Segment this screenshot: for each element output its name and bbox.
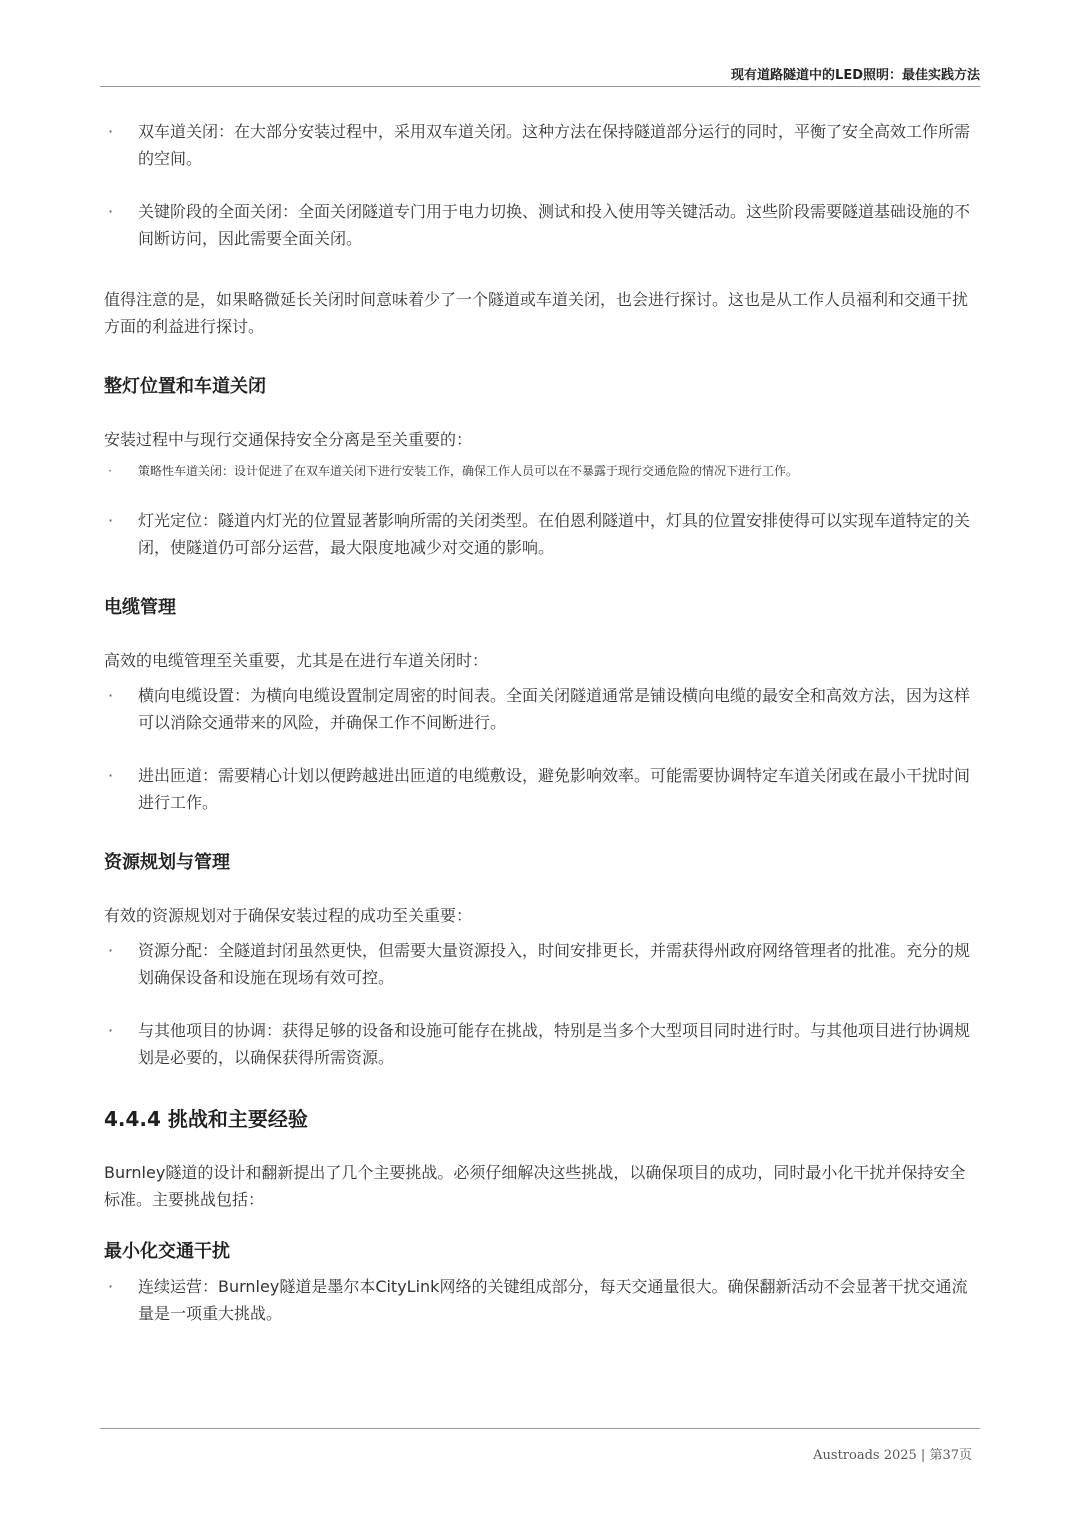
bullet-double-lane-closure: · 双车道关闭：在大部分安装过程中，采用双车道关闭。这种方法在保持隧道部分运行的同时，平衡了安全高效工作所需的空间。 bbox=[104, 118, 974, 172]
header-divider bbox=[100, 86, 980, 87]
page-header-title: 现有道路隧道中的LED照明：最佳实践方法 bbox=[731, 68, 980, 83]
bullet-continuous-operation: · 连续运营：Burnley隧道是墨尔本CityLink网络的关键组成部分，每天交通量很大。确保翻新活动不会显著干扰交通流量是一项重大挑战。 bbox=[104, 1273, 974, 1327]
paragraph-closure-note: 值得注意的是，如果略微延长关闭时间意味着少了一个隧道或车道关闭，也会进行探讨。这也是从工作人员福利和交通干扰方面的利益进行探讨。 bbox=[104, 290, 969, 336]
bullet-ramps: · 进出匝道：需要精心计划以便跨越进出匝道的电缆敷设，避免影响效率。可能需要协调特定车道关闭或在最小干扰时间进行工作。 bbox=[104, 762, 974, 816]
heading-challenges-lessons: 4.4.4 挑战和主要经验 bbox=[104, 1107, 308, 1131]
paragraph-cable-intro: 高效的电缆管理至关重要，尤其是在进行车道关闭时： bbox=[104, 651, 489, 670]
heading-cable-management: 电缆管理 bbox=[104, 597, 176, 618]
heading-light-position: 整灯位置和车道关闭 bbox=[104, 376, 266, 397]
bullet-strategic-lane-closure: · 策略性车道关闭：设计促进了在双车道关闭下进行安装工作，确保工作人员可以在不暴露于现行交通危险的情况下进行工作。 bbox=[104, 461, 974, 481]
document-body bbox=[104, 118, 974, 1327]
heading-minimize-traffic: 最小化交通干扰 bbox=[104, 1241, 230, 1262]
heading-resource-planning: 资源规划与管理 bbox=[104, 852, 230, 873]
paragraph-resource-intro: 有效的资源规划对于确保安装过程的成功至关重要： bbox=[104, 906, 473, 925]
paragraph-traffic-separation: 安装过程中与现行交通保持安全分离是至关重要的： bbox=[104, 430, 473, 449]
bullet-light-positioning: · 灯光定位：隧道内灯光的位置显著影响所需的关闭类型。在伯恩利隧道中，灯具的位置安排使得可以实现车道特定的关闭，使隧道仍可部分运营，最大限度地减少对交通的影响。 bbox=[104, 507, 974, 561]
bullet-full-closure: · 关键阶段的全面关闭：全面关闭隧道专门用于电力切换、测试和投入使用等关键活动。这些阶段需要隧道基础设施的不间断访问，因此需要全面关闭。 bbox=[104, 198, 974, 252]
footer-divider bbox=[100, 1428, 980, 1429]
bullet-transverse-cable: · 横向电缆设置：为横向电缆设置制定周密的时间表。全面关闭隧道通常是铺设横向电缆的最安全和高效方法，因为这样可以消除交通带来的风险，并确保工作不间断进行。 bbox=[104, 682, 974, 736]
page-footer: Austroads 2025 | 第37页 bbox=[813, 1448, 972, 1463]
bullet-resource-allocation: · 资源分配：全隧道封闭虽然更快，但需要大量资源投入，时间安排更长，并需获得州政府网络管理者的批准。充分的规划确保设备和设施在现场有效可控。 bbox=[104, 937, 974, 991]
bullet-project-coordination: · 与其他项目的协调：获得足够的设备和设施可能存在挑战，特别是当多个大型项目同时进行时。与其他项目进行协调规划是必要的，以确保获得所需资源。 bbox=[104, 1017, 974, 1071]
paragraph-challenges-intro: Burnley隧道的设计和翻新提出了几个主要挑战。必须仔细解决这些挑战，以确保项目的成功，同时最小化干扰并保持安全标准。主要挑战包括： bbox=[104, 1163, 966, 1209]
